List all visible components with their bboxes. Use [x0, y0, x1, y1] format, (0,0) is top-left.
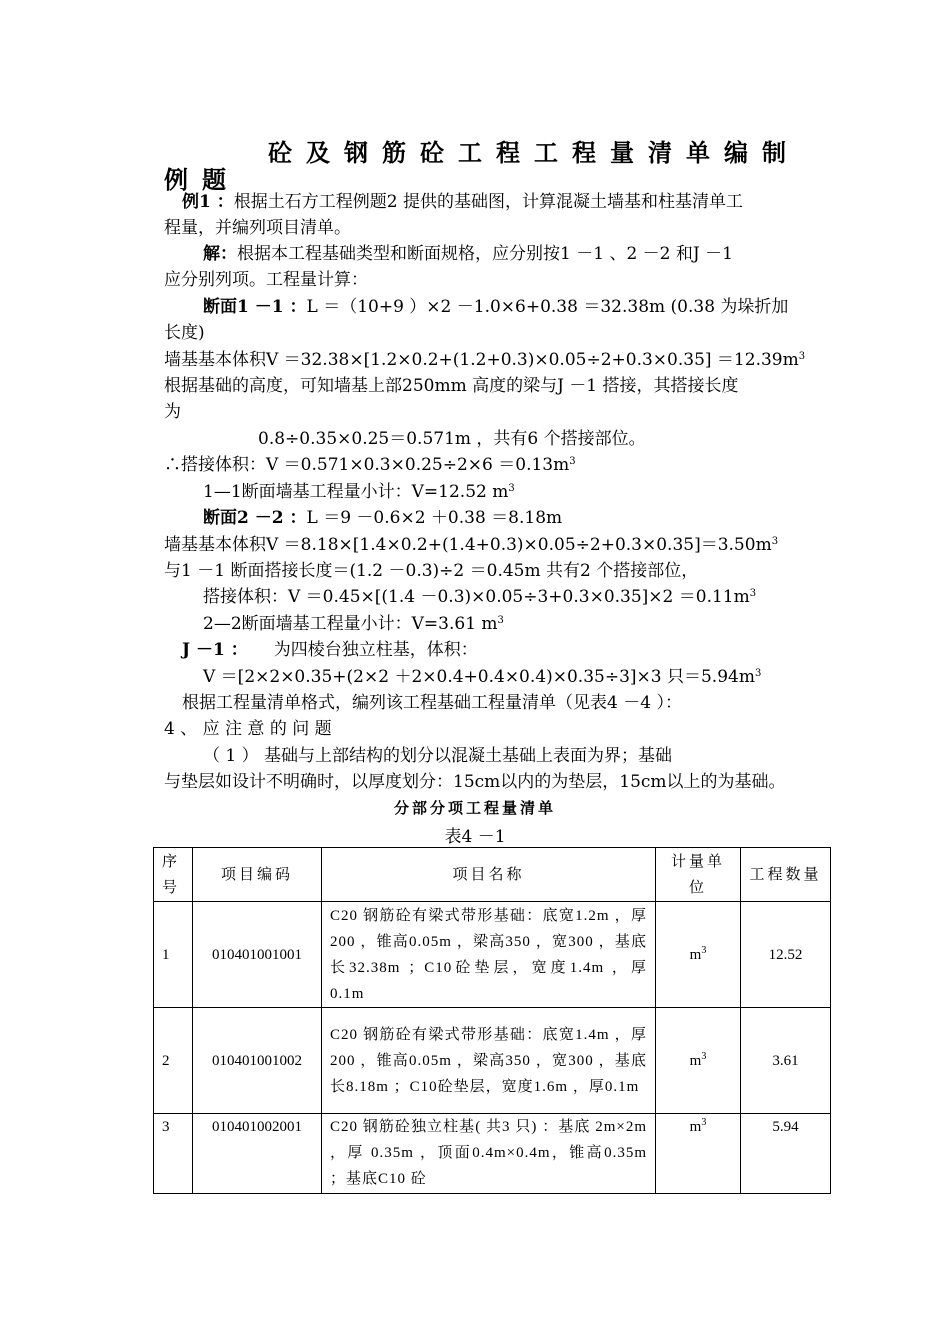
subtotal-line [203, 479, 863, 505]
superscript: 3 [798, 351, 806, 362]
unit-text: m [689, 946, 702, 963]
cell-qty: 3.61 [741, 1008, 831, 1114]
cell-code: 010401002001 [193, 1114, 322, 1194]
cell-code: 010401001002 [193, 1008, 322, 1114]
text-line: 与1 －1 断面搭接长度＝(1.2 －0.3)÷2 ＝0.45m 共有2 个搭接部位， [164, 561, 699, 581]
j1-label: J －1 ： [182, 640, 248, 660]
text-line: 与垫层如设计不明确时，以厚度划分：15cm以内的为垫层，15cm以上的为基础。 [164, 772, 786, 792]
text-line: 根据基础的高度，可知墙基上部250mm 高度的梁与J －1 搭接，其搭接长度 [164, 376, 739, 396]
text-line: 为 [164, 402, 181, 422]
superscript: 3 [508, 483, 515, 494]
superscript: 3 [749, 588, 757, 599]
table-header-row [154, 848, 831, 902]
formula-line: 0.8÷0.35×0.25＝0.571m ，共有6 个搭接部位。 [258, 429, 646, 449]
table-number: 表4 －1 [444, 827, 506, 847]
superscript: 3 [569, 456, 576, 467]
section-2-label: 断面2 －2 ： [203, 508, 307, 528]
table-row [154, 1114, 831, 1194]
cell-seq: 2 [154, 1008, 193, 1114]
example-1-intro [182, 189, 842, 215]
formula-line [164, 452, 824, 478]
section-2-line [203, 505, 863, 531]
formula-line [203, 664, 863, 690]
text-line: 程量，并编列项目清单。 [164, 218, 351, 238]
superscript: 3 [771, 536, 779, 547]
formula-text: 墙基基本体积V ＝8.18×[1.4×0.2+(1.4+0.3)×0.05÷2+0.3×0.35]＝3.50m [164, 535, 772, 555]
text-line: 长度) [164, 323, 205, 343]
cell-seq: 3 [154, 1114, 193, 1194]
text-line: 应分别列项。工程量计算： [164, 270, 368, 290]
cell-unit [656, 902, 741, 1008]
document-title: 砼及钢筋砼工程工程量清单编制 [268, 138, 800, 167]
cell-unit [656, 1008, 741, 1114]
formula-line [203, 584, 863, 610]
document-title-continuation: 例题 [164, 165, 240, 194]
header-code: 项目编码 [193, 848, 322, 902]
superscript: 3 [754, 668, 762, 679]
formula-line [164, 532, 824, 558]
formula-text: 搭接体积：V ＝0.45×[(1.4 －0.3)×0.05÷3+0.3×0.35]×2 ＝0.11m [203, 587, 750, 607]
header-name: 项目名称 [322, 848, 656, 902]
subtotal-text: 1—1断面墙基工程量小计：V=12.52 m [203, 482, 509, 502]
superscript: 3 [497, 615, 504, 626]
cell-seq: 1 [154, 902, 193, 1008]
unit-text: m [689, 1119, 702, 1135]
cell-name: C20 钢筋砼有梁式带形基础：底宽1.4m ，厚200 ，锥高0.05m ，梁高350 ，宽300 ，基底长8.18m ；C10砼垫层，宽度1.6m ，厚0.1m [322, 1008, 656, 1114]
table-row [154, 902, 831, 1008]
cell-qty: 5.94 [741, 1114, 831, 1194]
solution-text: 根据本工程基础类型和断面规格，应分别按1 －1 、2 －2 和J －1 [237, 244, 733, 264]
superscript: 3 [701, 1117, 707, 1128]
cell-name-text: C20 钢筋砼独立柱基( 共3 只) ：基底 2m×2m ，厚 0.35m ，顶面0.4m×0.4m，锥高0.35m ；基底C10 砼 [330, 1119, 647, 1187]
table-caption: 分部分项工程量清单 [393, 799, 556, 817]
section-heading: 4 、 应 注 意 的 问 题 [164, 719, 332, 739]
example-text: 根据土石方工程例题2 提供的基础图，计算混凝土墙基和柱基清单工 [233, 192, 743, 212]
formula-text: ∴搭接体积：V ＝0.571×0.3×0.25÷2×6 ＝0.13m [164, 455, 570, 475]
subtotal-text: 2—2断面墙基工程量小计：V=3.61 m [203, 614, 498, 634]
formula-text: V ＝[2×2×0.35+(2×2 ＋2×0.4+0.4×0.4)×0.35÷3]×3 只＝5.94m [203, 667, 755, 687]
header-qty: 工程数量 [741, 848, 831, 902]
j1-line [182, 637, 842, 663]
j1-text: 为四棱台独立柱基，体积： [273, 640, 478, 660]
cell-name: C20 钢筋砼有梁式带形基础：底宽1.2m ，厚200 ，锥高0.05m ，梁高350 ，宽300 ，基底长32.38m ；C10砼垫层，宽度1.4m ，厚0.1m [322, 902, 656, 1008]
subtotal-line [203, 611, 863, 637]
formula-line [164, 347, 824, 373]
cell-name [322, 1114, 656, 1194]
solution-intro [203, 241, 863, 267]
header-seq: 序号 [154, 848, 193, 902]
table-row [154, 1008, 831, 1114]
section-1-label: 断面1 －1 ： [203, 297, 307, 317]
cell-unit [656, 1114, 741, 1194]
text-line: （ 1 ） 基础与上部结构的划分以混凝土基础上表面为界；基础 [203, 746, 673, 766]
formula-text: 墙基基本体积V ＝32.38×[1.2×0.2+(1.2+0.3)×0.05÷2+0.3×0.35] ＝12.39m [164, 350, 799, 370]
bill-of-quantities-table [153, 847, 831, 1194]
solution-label: 解： [203, 244, 237, 264]
section-1-formula: L ＝（10+9 ）×2 －1.0×6+0.38 ＝32.38m (0.38 为垛折加 [306, 297, 789, 317]
superscript: 3 [701, 944, 707, 956]
header-unit: 计量单位 [656, 848, 741, 902]
superscript: 3 [701, 1050, 707, 1062]
cell-code: 010401001001 [193, 902, 322, 1008]
unit-text: m [689, 1052, 702, 1069]
text-line: 根据工程量清单格式，编列该工程基础工程量清单（见表4 －4 ）： [182, 693, 682, 713]
cell-qty: 12.52 [741, 902, 831, 1008]
section-1-line [203, 294, 863, 320]
section-2-formula: L ＝9 －0.6×2 ＋0.38 ＝8.18m [306, 508, 563, 528]
example-label: 例1 ： [182, 192, 234, 212]
